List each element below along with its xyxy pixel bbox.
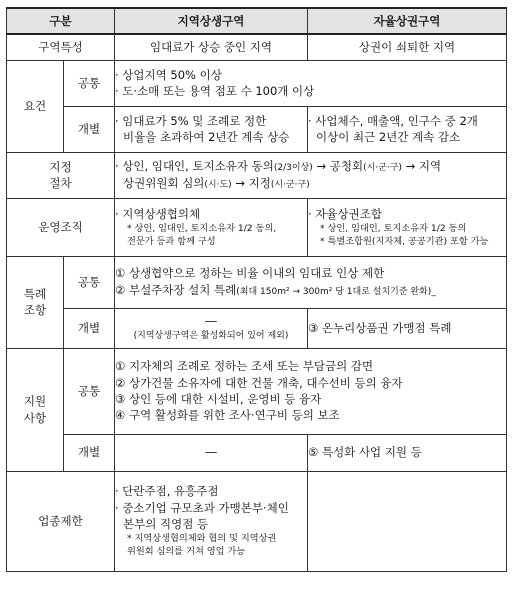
label-support-common: 공통 — [64, 348, 115, 434]
special-item-2-main: ② 부설주차장 설치 특례 — [115, 282, 237, 297]
org-b-cell — [308, 198, 507, 256]
label-zone-characteristics: 구역특성 — [7, 34, 115, 60]
row-special-common — [7, 256, 507, 308]
special-label-line2: 조항 — [23, 303, 47, 317]
proc-hearing-level: (시·군·구) — [363, 163, 402, 174]
biz-line2: · 중소기업 규모초과 가맹본부·체인 — [115, 500, 289, 515]
label-business-restriction: 업종제한 — [7, 471, 115, 571]
special-label-line1: 특례 — [23, 286, 47, 301]
label-support — [7, 348, 64, 471]
header-autonomous-commerce-zone: 자율상권구역 — [308, 8, 507, 34]
special-item-1: ① 상생협약으로 정하는 비율 이내의 임대료 인상 제한 — [115, 266, 385, 281]
support-label-line2: 사항 — [23, 410, 47, 425]
req-a-line2: 비율을 초과하여 2년간 계속 상승 — [123, 130, 290, 144]
label-designation-procedure — [7, 152, 115, 198]
label-individual: 개별 — [64, 106, 115, 152]
label-support-individual: 개별 — [64, 434, 115, 471]
support-a-cell: ― — [115, 434, 308, 471]
proc-consent: · 상인, 임대인, 토지소유자 동의 — [115, 159, 274, 174]
label-special-common: 공통 — [64, 256, 115, 308]
biz-line3: 본부의 직영점 등 — [123, 517, 209, 532]
support-label-line1: 지원 — [23, 394, 47, 409]
biz-b-cell — [308, 471, 507, 571]
org-a-cell — [115, 198, 308, 256]
special-item-2-detail: (최대 150m² → 300m² 당 1대로 설치기준 완화)_ — [236, 286, 436, 297]
org-a-title: · 지역상생협의체 — [115, 206, 201, 221]
support-item-2: ② 상가건물 소유자에 대한 건물 개축, 대수선비 등의 융자 — [115, 375, 403, 390]
support-common-cell — [115, 348, 507, 434]
support-item-1: ① 지자체의 조례로 정하는 조세 또는 부담금의 감면 — [115, 359, 374, 374]
proc-label-line2: 절차 — [49, 176, 72, 190]
header-category: 구분 — [7, 8, 115, 34]
req-b-line2: 이상이 최근 2년간 계속 감소 — [316, 130, 461, 144]
biz-note1: * 지역상생협의체와 협의 및 지역상권 — [127, 533, 277, 545]
proc-committee: 상권위원회 심의 — [123, 176, 205, 190]
label-common: 공통 — [64, 60, 115, 106]
row-operating-organization — [7, 198, 507, 256]
req-common-line1: · 상업지역 50% 이상 — [115, 67, 222, 82]
req-b-line1: · 사업체수, 매출액, 인구수 중 2개 — [308, 113, 478, 128]
biz-line1: · 단란주점, 유흥주점 — [115, 484, 219, 499]
proc-designation-level: (시·군·구) — [270, 180, 310, 190]
req-individual-b — [308, 106, 507, 152]
special-common-cell — [115, 256, 507, 308]
req-a-line1: · 임대료가 5% 및 조례로 정한 — [115, 113, 267, 128]
row-designation-procedure — [7, 152, 507, 198]
zone-char-a: 임대료가 상승 중인 지역 — [115, 34, 308, 60]
special-a-dash: ― — [205, 314, 217, 329]
special-a-cell — [115, 308, 308, 348]
row-support-individual — [7, 434, 507, 471]
row-support-common — [7, 348, 507, 434]
requirements-common-cell — [115, 60, 507, 106]
special-a-note: (지역상생구역은 활성화되어 있어 제외) — [133, 330, 289, 341]
label-special-individual: 개별 — [64, 308, 115, 348]
org-b-note2: * 특별조합원(지자체, 공공기관) 포함 가능 — [320, 236, 489, 248]
row-special-individual — [7, 308, 507, 348]
biz-note2: 위원회 심의를 거쳐 영업 가능 — [127, 546, 246, 558]
org-b-title: · 자율상권조합 — [308, 206, 382, 221]
req-individual-a — [115, 106, 308, 152]
comparison-table — [6, 7, 507, 572]
proc-designation: → 지정 — [231, 176, 271, 190]
proc-label-line1: 지정 — [49, 159, 72, 174]
row-requirements-common — [7, 60, 507, 106]
org-b-note1: * 상인, 임대인, 토지소유자 1/2 동의 — [320, 223, 467, 235]
row-zone-characteristics — [7, 34, 507, 60]
procedure-line2 — [115, 175, 506, 192]
support-item-3: ③ 상인 등에 대한 시설비, 운영비 등 융자 — [115, 392, 322, 406]
support-item-4: ④ 구역 활성화를 위한 조사·연구비 등의 보조 — [115, 408, 340, 423]
header-row — [7, 8, 507, 34]
org-a-note2: 전문가 등과 함께 구성 — [127, 236, 216, 248]
biz-a-cell — [115, 471, 308, 571]
support-b-cell: ⑤ 특성화 사업 지원 등 — [308, 434, 507, 471]
label-requirements: 요건 — [7, 60, 64, 152]
org-a-note1: * 상인, 임대인, 토지소유자 1/2 동의, — [127, 223, 277, 235]
label-special-provisions — [7, 256, 64, 348]
zone-char-b: 상권이 쇠퇴한 지역 — [308, 34, 507, 60]
row-requirements-individual — [7, 106, 507, 152]
row-business-restriction — [7, 471, 507, 571]
proc-committee-level: (시·도) — [204, 180, 232, 190]
special-b-cell: ③ 온누리상품권 가맹점 특례 — [308, 308, 507, 348]
proc-regional: → 지역 — [401, 159, 442, 174]
req-common-line2: · 도·소매 또는 용역 점포 수 100개 이상 — [115, 84, 315, 98]
procedure-cell — [115, 152, 507, 198]
header-local-coexistence-zone: 지역상생구역 — [115, 8, 308, 34]
label-operating-organization: 운영조직 — [7, 198, 115, 256]
special-item-2 — [115, 282, 506, 299]
proc-hearing: → 공청회 — [312, 159, 364, 174]
proc-consent-ratio: (2/3이상) — [273, 163, 313, 174]
procedure-line1 — [115, 158, 506, 175]
